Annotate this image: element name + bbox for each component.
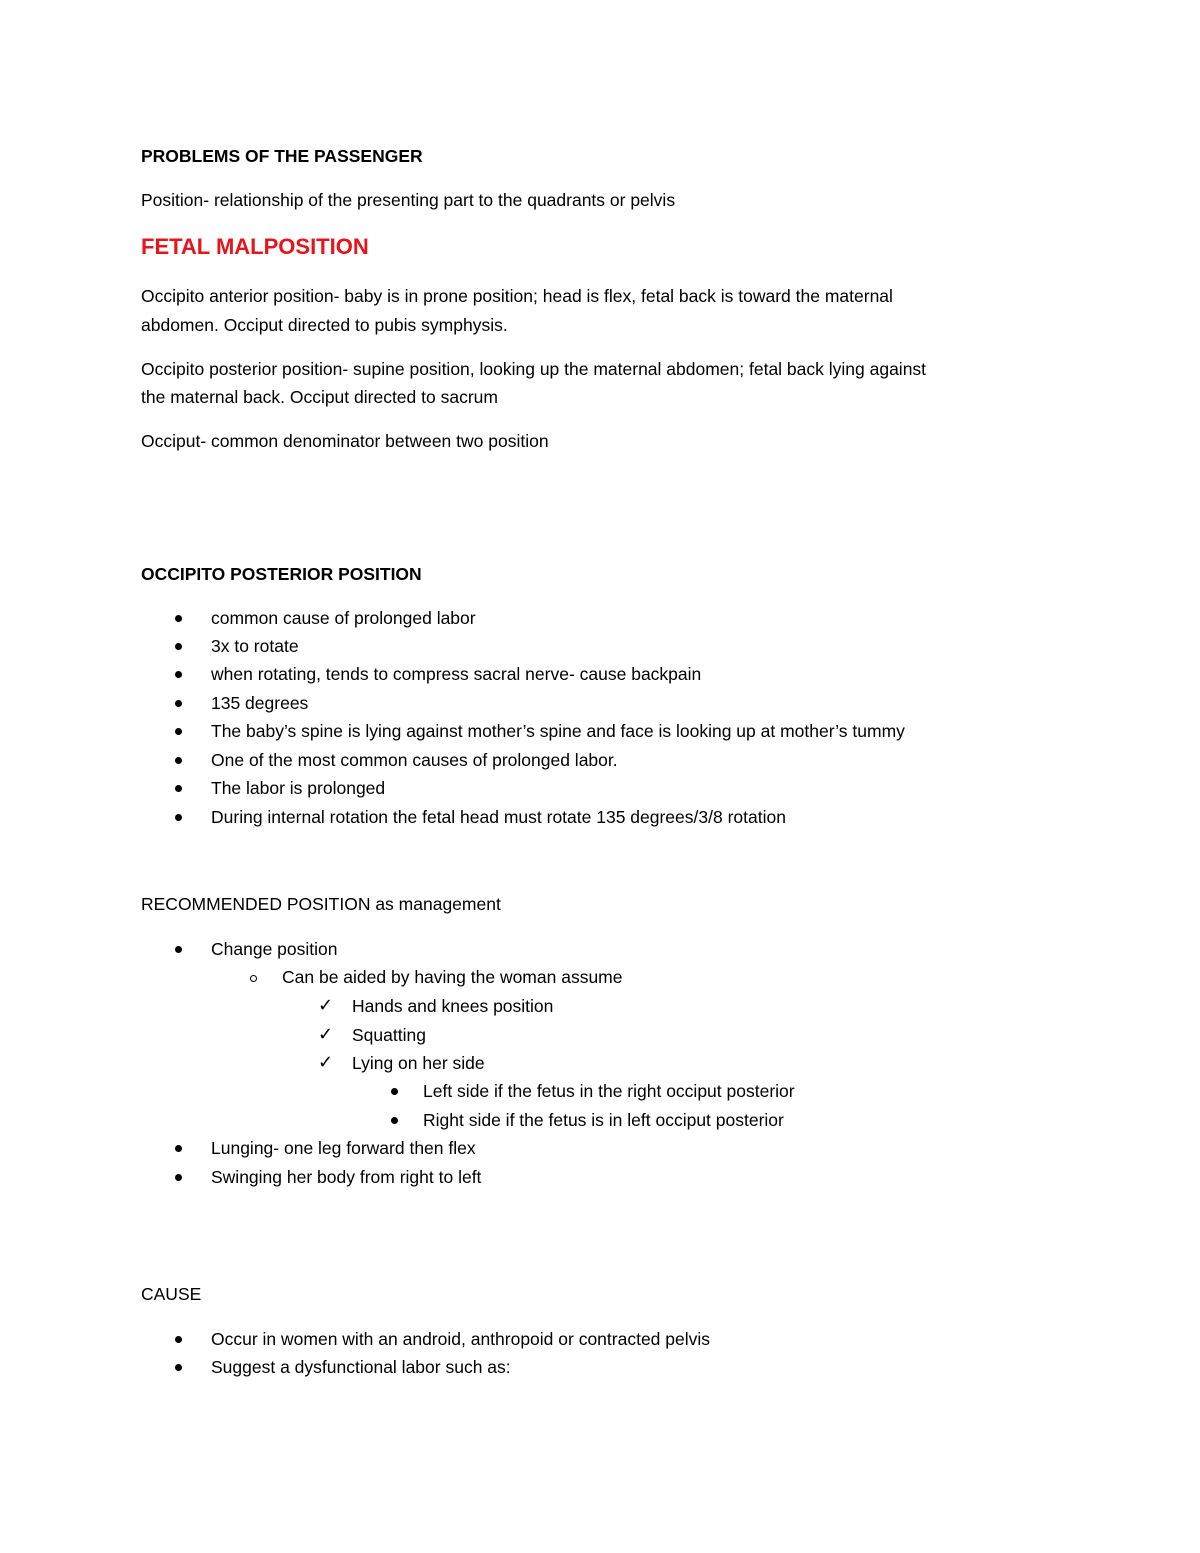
bullet-icon: [175, 671, 182, 678]
check-mark-icon: ✓: [318, 1052, 334, 1073]
bullet-icon: [175, 1336, 182, 1343]
list-item-text: Occur in women with an android, anthropoid or contracted pelvis: [211, 1329, 711, 1349]
bullet-icon: [175, 615, 182, 622]
bullet-icon: [175, 728, 182, 735]
op-section-heading: OCCIPITO POSTERIOR POSITION: [141, 564, 422, 584]
bullet-icon: [175, 757, 182, 764]
management-heading: RECOMMENDED POSITION as management: [141, 894, 501, 914]
list-item-text: common cause of prolonged labor: [211, 608, 476, 628]
list-item-text: The labor is prolonged: [211, 778, 386, 798]
list-item-text: During internal rotation the fetal head must rotate 135 degrees/3/8 rotation: [211, 807, 786, 827]
occipito-posterior-line2: the maternal back. Occiput directed to sacrum: [141, 387, 498, 407]
cause-heading: CAUSE: [141, 1284, 202, 1304]
document-title: PROBLEMS OF THE PASSENGER: [141, 146, 423, 166]
check-mark-icon: ✓: [318, 995, 334, 1016]
check-mark-icon: ✓: [318, 1024, 334, 1045]
list-item-text: Change position: [211, 939, 338, 959]
sub-list-item-text: Can be aided by having the woman assume: [282, 967, 623, 987]
bullet-icon: [175, 700, 182, 707]
bullet-icon: [175, 785, 182, 792]
occipito-posterior-line1: Occipito posterior position- supine position, looking up the maternal abdomen; fetal back lying against: [141, 359, 927, 379]
nested-list-item-text: Left side if the fetus in the right occiput posterior: [423, 1081, 795, 1101]
bullet-icon: [175, 814, 182, 821]
position-definition: Position- relationship of the presenting part to the quadrants or pelvis: [141, 190, 676, 210]
list-item-text: 3x to rotate: [211, 636, 299, 656]
occiput-note: Occiput- common denominator between two position: [141, 431, 549, 451]
list-item-text: The baby’s spine is lying against mother’s spine and face is looking up at mother’s tummy: [211, 721, 905, 741]
malposition-heading: FETAL MALPOSITION: [141, 234, 369, 259]
check-item-text: Hands and knees position: [352, 996, 554, 1016]
bullet-icon: [391, 1088, 398, 1095]
list-item-text: Suggest a dysfunctional labor such as:: [211, 1357, 511, 1377]
list-item-text: when rotating, tends to compress sacral nerve- cause backpain: [211, 664, 702, 684]
list-item-text: Swinging her body from right to left: [211, 1167, 482, 1187]
nested-list-item-text: Right side if the fetus is in left occiput posterior: [423, 1110, 784, 1130]
occipito-anterior-line2: abdomen. Occiput directed to pubis symphysis.: [141, 315, 508, 335]
occipito-anterior-line1: Occipito anterior position- baby is in prone position; head is flex, fetal back is toward the maternal: [141, 286, 893, 306]
bullet-icon: [175, 946, 182, 953]
list-item-text: 135 degrees: [211, 693, 309, 713]
list-item-text: Lunging- one leg forward then flex: [211, 1138, 476, 1158]
bullet-icon: [391, 1117, 398, 1124]
list-item-text: One of the most common causes of prolonged labor.: [211, 750, 618, 770]
bullet-icon: [175, 1174, 182, 1181]
check-item-text: Squatting: [352, 1025, 426, 1045]
check-item-text: Lying on her side: [352, 1053, 485, 1073]
bullet-icon: [175, 1364, 182, 1371]
bullet-icon: [175, 1145, 182, 1152]
bullet-icon: [175, 643, 182, 650]
sub-bullet-icon: [250, 975, 257, 982]
